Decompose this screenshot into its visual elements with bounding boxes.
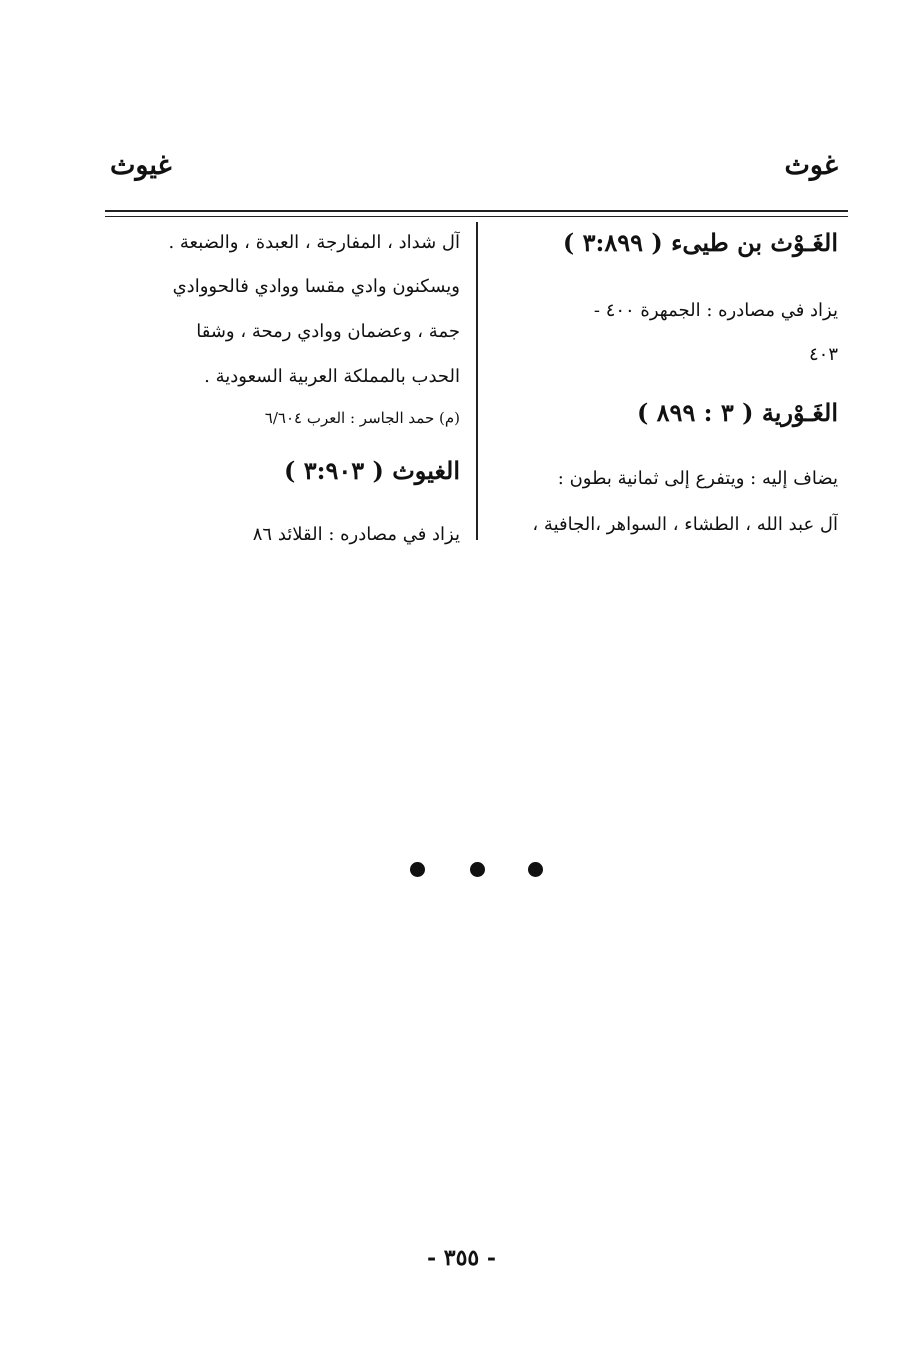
header-rule-thin xyxy=(105,216,848,217)
header-rule-thick xyxy=(105,210,848,212)
dot-ornament xyxy=(410,862,425,877)
entry-text-line: ويسكنون وادي مقسا ووادي فالحووادي xyxy=(172,276,460,297)
entry-text-line: آل عبد الله ، الطشاء ، السواهر ،الجافية ، xyxy=(532,514,838,535)
entry-text-line: يضاف إليه : ويتفرع إلى ثمانية بطون : xyxy=(557,468,838,489)
entry-text-line: يزاد في مصادره : القلائد ٨٦ xyxy=(252,524,460,545)
entry-title-alghuyuth: الغيوث ( ٣:٩٠٣ ) xyxy=(284,456,460,485)
running-header-left: غيوث xyxy=(110,150,172,181)
entry-text-line: الحدب بالمملكة العربية السعودية . xyxy=(204,366,460,387)
entry-text-line: يزاد في مصادره : الجمهرة ٤٠٠ - xyxy=(593,300,838,321)
section-end-dots xyxy=(410,862,550,878)
column-divider xyxy=(476,222,478,540)
entry-text-line: جمة ، وعضمان ووادي رمحة ، وشقا xyxy=(196,321,460,342)
dot-ornament xyxy=(470,862,485,877)
entry-title-alghawriya: الغَـوْرية ( ٣ : ٨٩٩ ) xyxy=(636,398,838,427)
entry-title-alghawth: الغَـوْث بن طيىء ( ٣:٨٩٩ ) xyxy=(562,228,838,257)
entry-text-line: ٤٠٣ xyxy=(808,344,838,365)
source-note: (م) حمد الجاسر : العرب ٦/٦٠٤ xyxy=(264,409,460,427)
page-number: - ٣٥٥ - xyxy=(426,1245,497,1271)
running-header-right: غوث xyxy=(784,150,838,181)
entry-text-line: آل شداد ، المفارجة ، العبدة ، والضبعة . xyxy=(168,232,460,253)
dot-ornament xyxy=(528,862,543,877)
